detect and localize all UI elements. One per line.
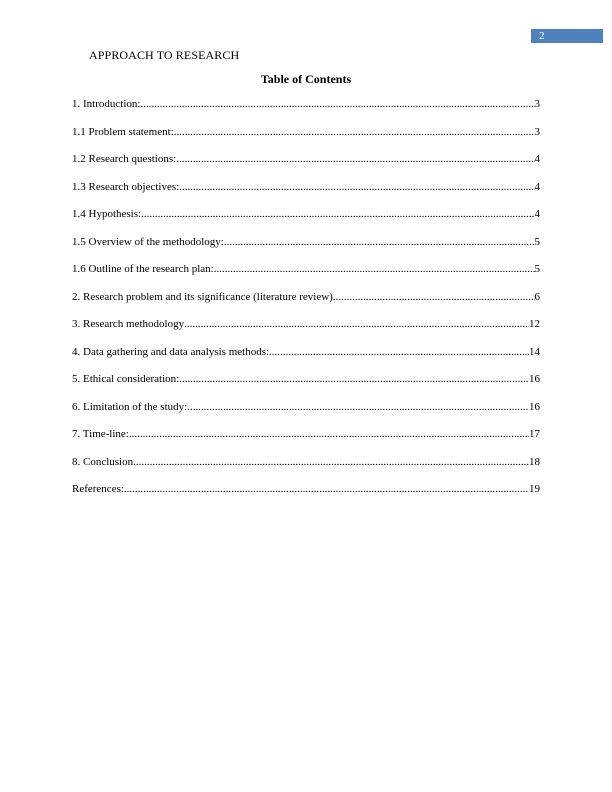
toc-entry-label: 1.2 Research questions:	[72, 153, 177, 165]
toc-entry-conclusion[interactable]	[72, 454, 540, 482]
running-head: APPROACH TO RESEARCH	[89, 48, 240, 62]
toc-dot-leader	[179, 179, 534, 195]
toc-dot-leader	[184, 316, 529, 332]
toc-entry-research-plan-outline[interactable]	[72, 261, 540, 289]
toc-dot-leader	[174, 124, 535, 140]
toc-entry-page: 14	[529, 345, 540, 358]
toc-entry-page: 17	[529, 428, 540, 440]
toc-title: Table of Contents	[260, 72, 352, 86]
toc-dot-leader	[333, 289, 535, 305]
toc-entry-page: 18	[529, 455, 540, 468]
toc-entry-label: 8. Conclusion	[72, 455, 134, 468]
toc-entry-page: 5	[534, 263, 540, 275]
toc-entry-time-line[interactable]	[72, 426, 540, 454]
toc-entry-page: 3	[534, 98, 540, 110]
toc-dot-leader	[140, 96, 534, 112]
toc-entry-page: 4	[534, 180, 540, 193]
toc-entry-label: 1. Introduction:	[72, 98, 141, 110]
toc-entry-study-limitation[interactable]	[72, 399, 540, 427]
toc-dot-leader	[133, 454, 529, 470]
toc-entry-page: 16	[529, 400, 540, 413]
toc-dot-leader	[214, 261, 535, 277]
toc-dot-leader	[124, 481, 529, 497]
toc-entry-research-objectives[interactable]	[72, 179, 540, 207]
toc-entry-label: 6. Limitation of the study:	[72, 400, 188, 413]
toc-dot-leader	[187, 399, 529, 415]
toc-entry-problem-statement[interactable]	[72, 124, 540, 152]
toc-entry-references[interactable]	[72, 481, 540, 509]
toc-dot-leader	[129, 426, 529, 442]
toc-entry-label: 1.6 Outline of the research plan:	[72, 263, 214, 275]
toc-dot-leader	[141, 206, 534, 222]
toc-entry-introduction[interactable]	[72, 96, 540, 124]
toc-entry-label: 5. Ethical consideration:	[72, 373, 180, 385]
toc-entry-label: 1.4 Hypothesis:	[72, 208, 142, 220]
toc-entry-page: 12	[529, 318, 540, 330]
toc-entry-label: 4. Data gathering and data analysis methods:	[72, 345, 270, 358]
toc-entry-methodology-overview[interactable]	[72, 234, 540, 262]
toc-entry-page: 5	[534, 235, 540, 248]
toc-entry-label: 1.5 Overview of the methodology:	[72, 235, 224, 248]
toc-entry-label: References:	[72, 483, 124, 495]
toc-entry-hypothesis[interactable]	[72, 206, 540, 234]
toc-entry-label: 7. Time-line:	[72, 428, 129, 440]
toc-entry-label: 1.1 Problem statement:	[72, 125, 174, 138]
toc-entry-page: 3	[534, 125, 540, 138]
page-number: 2	[539, 30, 545, 42]
toc-entry-page: 16	[529, 373, 540, 385]
toc-entry-literature-review[interactable]	[72, 289, 540, 317]
toc-dot-leader	[176, 151, 534, 167]
page-number-badge	[531, 29, 603, 43]
toc-dot-leader	[179, 371, 529, 387]
toc-dot-leader	[224, 234, 535, 250]
toc-entry-label: 3. Research methodology	[72, 318, 185, 330]
table-of-contents	[72, 96, 540, 509]
toc-entry-label: 2. Research problem and its significance (literature review)	[72, 290, 333, 303]
toc-entry-ethical-consideration[interactable]	[72, 371, 540, 399]
toc-entry-label: 1.3 Research objectives:	[72, 180, 180, 193]
toc-entry-page: 6	[534, 290, 540, 303]
toc-entry-page: 4	[534, 153, 540, 165]
toc-entry-research-questions[interactable]	[72, 151, 540, 179]
toc-dot-leader	[269, 344, 529, 360]
toc-entry-page: 4	[534, 208, 540, 220]
toc-entry-data-methods[interactable]	[72, 344, 540, 372]
toc-entry-page: 19	[529, 483, 540, 495]
toc-entry-research-methodology[interactable]	[72, 316, 540, 344]
